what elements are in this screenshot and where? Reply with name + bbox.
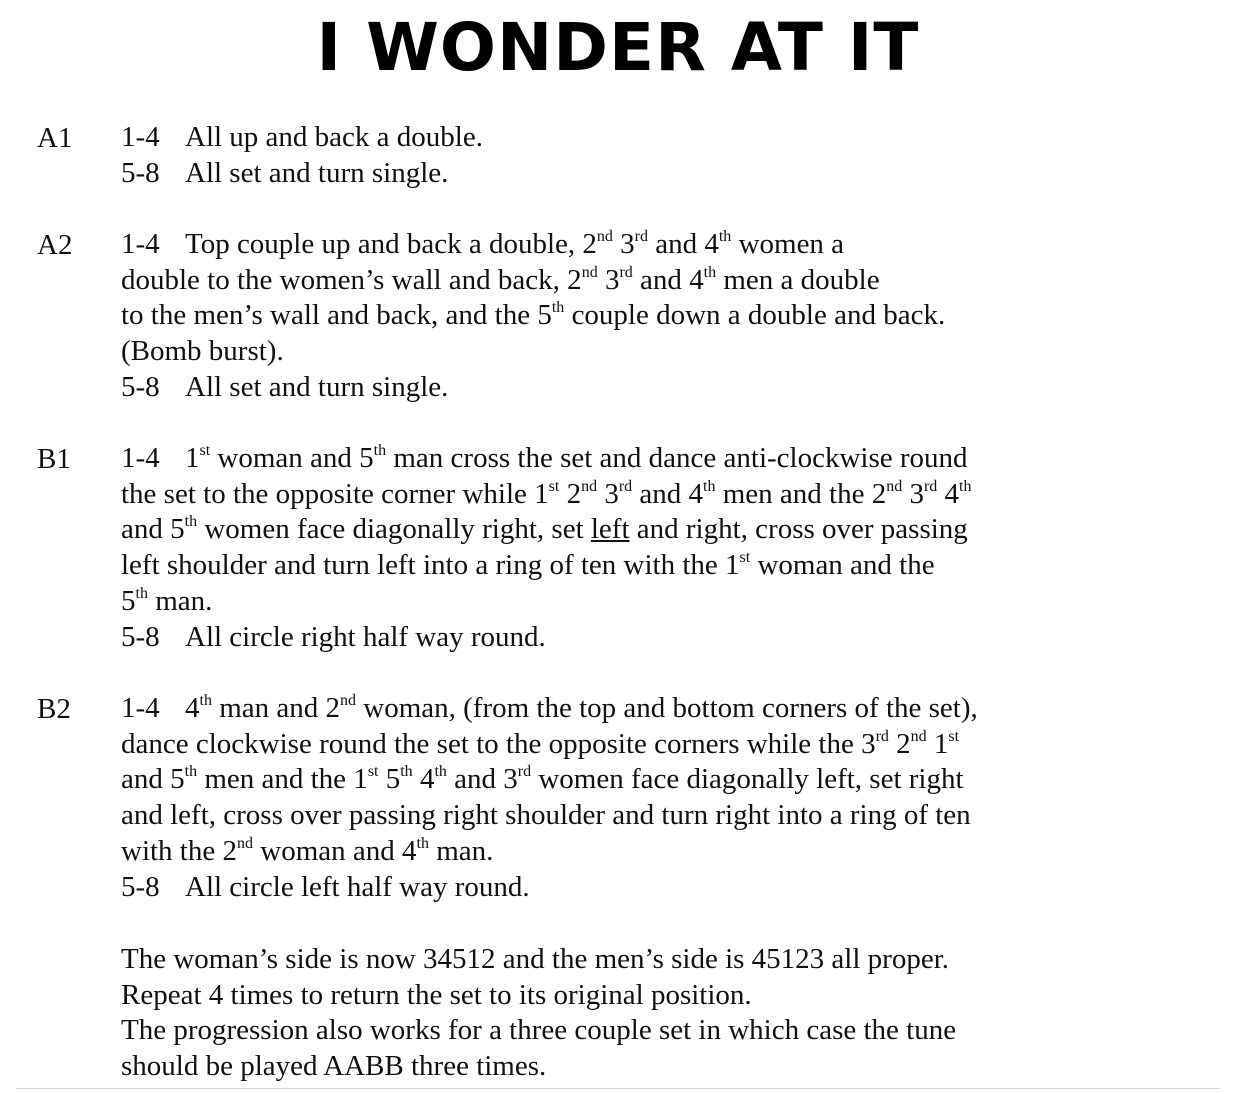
instruction-line: 5th man.: [121, 584, 213, 617]
section-body: [121, 227, 1221, 406]
note-line: The woman’s side is now 34512 and the men’s side is 45123 all proper.: [121, 943, 950, 975]
instruction-line: (Bomb burst).: [121, 335, 284, 368]
section-label: B1: [37, 443, 71, 475]
instruction-line: 1-4 Top couple up and back a double, 2nd 3rd and 4th women a: [121, 227, 1221, 263]
instruction-line: left shoulder and turn left into a ring of ten with the 1st woman and the: [121, 549, 935, 582]
section-body: [121, 120, 1221, 191]
instruction-line: and 5th men and the 1st 5th 4th and 3rd women face diagonally left, set right: [121, 763, 964, 796]
section-label: A1: [37, 122, 73, 154]
bar-range: 5-8: [121, 370, 160, 403]
instruction-line: and 5th women face diagonally right, set left and right, cross over passing: [121, 513, 968, 546]
instruction-line: 5-8 All set and turn single.: [121, 370, 1221, 406]
note-line: should be played AABB three times.: [121, 1050, 547, 1083]
bar-range: 5-8: [121, 620, 160, 653]
instruction-line: 5-8 All set and turn single.: [121, 156, 1221, 192]
bar-range: 5-8: [121, 870, 160, 903]
page-title: I WONDER AT IT: [316, 9, 920, 86]
instruction-line: 1-4 All up and back a double.: [121, 120, 1221, 156]
instruction-line: with the 2nd woman and 4th man.: [121, 834, 494, 867]
instruction-line: double to the women’s wall and back, 2nd 3rd and 4th men a double: [121, 263, 880, 296]
divider: [16, 1088, 1220, 1089]
instruction-line: 5-8 All circle left half way round.: [121, 870, 1221, 906]
section-body: [121, 441, 1221, 655]
bar-range: 1-4: [121, 692, 160, 724]
instruction-line: 5-8 All circle right half way round.: [121, 620, 1221, 656]
section-label: A2: [37, 229, 73, 261]
instruction-line: the set to the opposite corner while 1st 2nd 3rd and 4th men and the 2nd 3rd 4th: [121, 477, 972, 510]
section-body: [121, 691, 1221, 905]
note-line: The progression also works for a three couple set in which case the tune: [121, 1014, 957, 1047]
underlined-word: left: [590, 513, 630, 546]
note-line: Repeat 4 times to return the set to its original position.: [121, 978, 752, 1011]
section-label: B2: [37, 693, 71, 725]
instruction-line: to the men’s wall and back, and the 5th couple down a double and back.: [121, 299, 946, 332]
notes-body: [121, 942, 1221, 1085]
instruction-line: dance clockwise round the set to the opposite corners while the 3rd 2nd 1st: [121, 727, 960, 760]
bar-range: 1-4: [121, 442, 160, 474]
bar-range: 1-4: [121, 228, 160, 260]
instruction-line: and left, cross over passing right shoulder and turn right into a ring of ten: [121, 799, 971, 832]
bar-range: 1-4: [121, 121, 160, 153]
instruction-line: 1-4 4th man and 2nd woman, (from the top and bottom corners of the set),: [121, 691, 1221, 727]
bar-range: 5-8: [121, 156, 160, 189]
instruction-line: 1-4 1st woman and 5th man cross the set and dance anti-clockwise round: [121, 441, 1221, 477]
